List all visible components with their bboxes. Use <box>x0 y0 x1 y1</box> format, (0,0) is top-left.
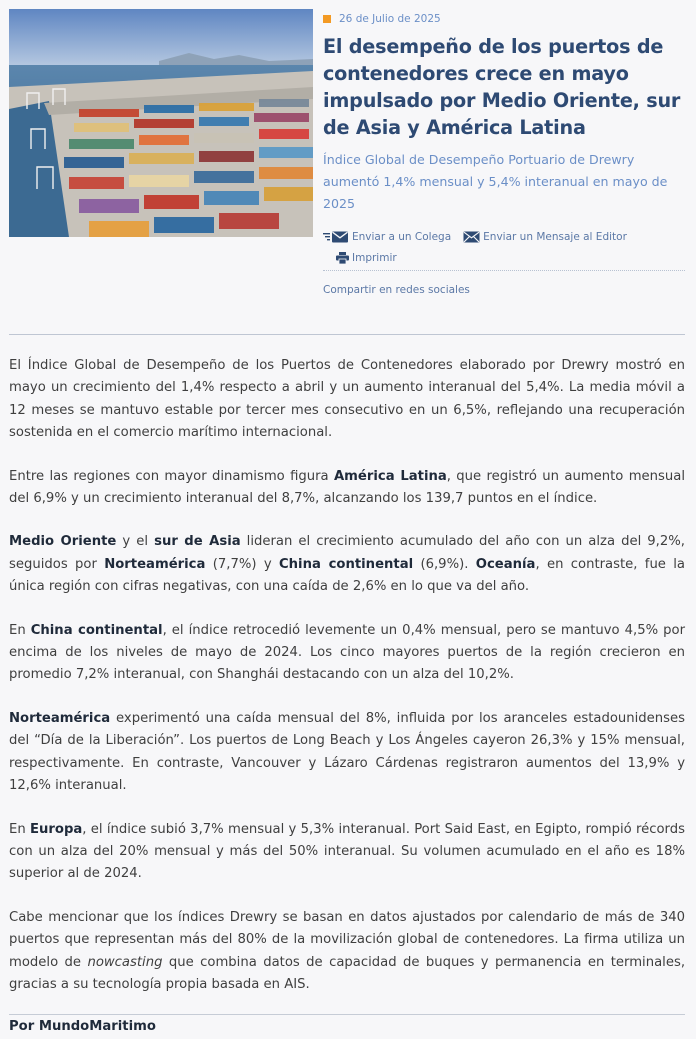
text-span: (6,9%). <box>413 556 476 572</box>
print-label: Imprimir <box>352 252 397 264</box>
paragraph-6 <box>9 819 685 886</box>
article-actions <box>323 228 687 271</box>
envelope-lines-icon <box>323 231 349 243</box>
paragraph-3 <box>9 531 685 598</box>
date-row <box>323 10 687 28</box>
send-colleague-link[interactable] <box>323 231 451 243</box>
send-editor-label: Enviar un Mensaje al Editor <box>483 231 627 243</box>
bold-text: Norteamérica <box>9 710 111 726</box>
text-span: , el índice retrocedió levemente un 0,4% mensual, pero se mantuvo 4,5% por encima de los niveles de mayo de 2024. Los cinco mayores puertos de la región crecieron en promedio 7,2% interanual, con Shanghái destacando con un alza del 10,2%. <box>9 622 686 683</box>
print-link[interactable] <box>336 252 397 264</box>
text-span: En <box>9 622 31 638</box>
actions-divider <box>323 270 685 271</box>
text-span: En <box>9 821 30 837</box>
text-span: que combina datos de capacidad de buques y permanencia en terminales, gracias a su tecnología propia basada en AIS. <box>9 954 686 992</box>
text-span: experimentó una caída mensual del 8%, influida por los aranceles estadounidenses del “Día de la Liberación”. Los puertos de Long Beach y Los Ángeles cayeron 26,3% y 15% mensual, respectivamente. En contraste, Vancouver y Lázaro Cárdenas registraron aumentos del 13,9% y 12,6% interanual. <box>9 710 685 794</box>
paragraph-7 <box>9 907 685 997</box>
send-editor-link[interactable] <box>463 231 627 243</box>
bold-text: Oceanía <box>475 556 536 572</box>
article-date: 26 de Julio de 2025 <box>339 13 441 25</box>
text-span: Cabe mencionar que los índices Drewry se basan en datos ajustados por calendario de más de 340 puertos que representan más del 80% de la movilización global de contenedores. La firma utiliza un modelo de <box>9 909 685 970</box>
bold-text: Medio Oriente <box>9 534 117 550</box>
bold-text: sur de Asia <box>154 534 241 550</box>
bold-text: China continental <box>30 622 163 638</box>
article-header <box>0 0 696 330</box>
paragraph-5 <box>9 708 685 798</box>
printer-icon <box>336 252 349 264</box>
bold-text: Europa <box>29 821 83 837</box>
text-span: y el <box>116 534 155 550</box>
date-marker-icon <box>323 15 331 23</box>
paragraph-2 <box>9 466 685 511</box>
envelope-x-icon <box>463 231 480 243</box>
byline: Por MundoMaritimo <box>9 1019 156 1035</box>
header-divider <box>9 334 685 335</box>
article-subtitle: Índice Global de Desempeño Portuario de Drewry aumentó 1,4% mensual y 5,4% interanual en mayo de 2025 <box>323 152 668 211</box>
article-body <box>9 355 685 1039</box>
paragraph-1: El Índice Global de Desempeño de los Puertos de Contenedores elaborado por Drewry mostró en mayo un crecimiento del 1,4% respecto a abril y un aumento interanual del 5,4%. La media móvil a 12 meses se mantuvo estable por tercer mes consecutivo en un 6,5%, reflejando una recuperación sostenida en el comercio marítimo internacional. <box>9 358 685 441</box>
bold-text: China continental <box>278 556 414 572</box>
text-span: , el índice subió 3,7% mensual y 5,3% interanual. Port Said East, en Egipto, rompió récords con un alza del 20% mensual y más del 50% interanual. Su volumen acumulado en el año es 18% superior al de 2024. <box>9 821 685 882</box>
text-span: lideran el crecimiento acumulado del año con un alza del 9,2%, seguidos por <box>9 534 685 572</box>
text-span: (7,7%) y <box>205 556 279 572</box>
footer-divider <box>9 1014 685 1015</box>
italic-text: nowcasting <box>87 954 163 970</box>
article-title: El desempeño de los puertos de contenedores crece en mayo impulsado por Medio Oriente, sur de Asia y América Latina <box>323 35 681 139</box>
port-aerial-photo <box>9 9 313 237</box>
text-span: Entre las regiones con mayor dinamismo figura <box>9 468 334 484</box>
send-colleague-label: Enviar a un Colega <box>352 231 452 243</box>
paragraph-4 <box>9 620 685 687</box>
text-span: , que registró un aumento mensual del 6,9% y un crecimiento interanual del 8,7%, alcanzando los 139,7 puntos en el índice. <box>9 468 685 507</box>
share-social-link[interactable]: Compartir en redes sociales <box>323 284 470 296</box>
bold-text: Norteamérica <box>104 556 206 572</box>
article-meta <box>323 10 687 215</box>
bold-text: América Latina <box>333 468 447 484</box>
text-span: , en contraste, fue la única región con cifras negativas, con una caída de 2,6% en lo que va del año. <box>9 556 685 595</box>
